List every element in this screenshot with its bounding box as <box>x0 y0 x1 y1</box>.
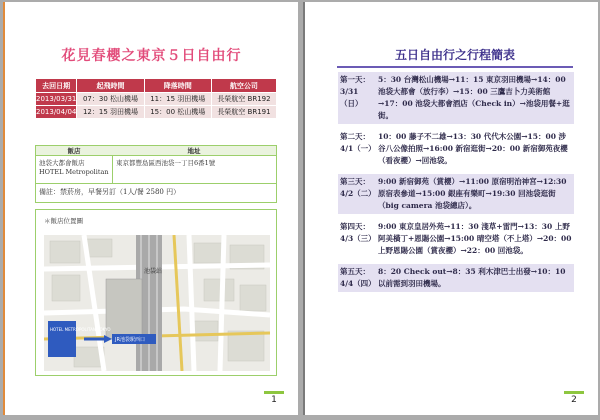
day-plan: 9:00 東京皇居外苑→11：30 淺草+雷門→13：30 上野阿美橫丁+恩賜公園→15:00 晴空塔（不上塔）→20：00 上野恩賜公園（賞夜櫻）→22：00 回池袋。 <box>378 222 572 255</box>
map-marker-label: JR池袋駅西口 <box>115 337 145 343</box>
map-station-label: 池袋站 <box>144 268 163 275</box>
hotel-row <box>36 156 276 184</box>
page-one <box>3 2 298 415</box>
map-title: ＊飯店位置圖 <box>44 217 83 225</box>
flight-depart: 12：15 羽田機場 <box>77 106 144 119</box>
page-title: 花見春櫻之東京５日自由行 <box>61 48 242 64</box>
itinerary-table <box>338 72 574 297</box>
col-date-header: 去回日期 <box>36 79 77 93</box>
day-plan: 10：00 藤子不二雄→13：30 代代木公園→15：00 涉谷八公像拍照→16:00 新宿逛街→20：00 新宿御苑夜櫻（看夜櫻）→回池袋。 <box>378 132 568 165</box>
day-plan: 8：20 Check out→8：35 利木津巴士出發→10：10 以前需到羽田機場。 <box>378 267 566 288</box>
flight-airline: 長榮航空 BR191 <box>211 106 276 119</box>
flight-date: 2013/03/31 <box>36 93 77 106</box>
flight-row <box>36 93 277 106</box>
flight-arrive: 11：15 羽田機場 <box>144 93 211 106</box>
itinerary-title: 五日自由行之行程簡表 <box>337 46 573 68</box>
flight-table <box>35 78 277 119</box>
page-number: 2 <box>564 395 584 405</box>
hotel-address-header: 地址 <box>187 147 201 155</box>
col-airline-header: 航空公司 <box>211 79 276 93</box>
col-arrive-header: 降落時間 <box>144 79 211 93</box>
flight-date: 2013/04/04 <box>36 106 77 119</box>
flight-row <box>36 106 277 119</box>
flight-airline: 長榮航空 BR192 <box>211 93 276 106</box>
flight-arrive: 15：00 松山機場 <box>144 106 211 119</box>
day-plan: 9:00 新宿御苑（賞櫻）→11:00 原宿明治神宮→12:30 原宿表參道→15:00 銀座有樂町→19:30 回池袋逛街（big camera 池袋總店）。 <box>378 177 567 210</box>
day-label: 第一天：3/31（日） <box>340 75 370 108</box>
hotel-table-header <box>36 146 276 156</box>
itinerary-day <box>338 264 574 292</box>
hotel-location-map <box>44 235 270 371</box>
col-depart-header: 起飛時間 <box>77 79 144 93</box>
itinerary-day <box>338 129 574 169</box>
hotel-address: 東京都豐島區西池袋一丁目6番1號 <box>112 156 276 183</box>
flight-table-header <box>36 79 277 93</box>
day-label: 第三天：4/2（二） <box>340 177 376 198</box>
hotel-table <box>35 145 277 203</box>
page-two <box>303 2 598 415</box>
itinerary-day <box>338 219 574 259</box>
itinerary-day <box>338 72 574 124</box>
itinerary-day <box>338 174 574 214</box>
hotel-note: 備註：禁菸房，早餐另訂（1人/餐 2580 円） <box>39 188 181 196</box>
flight-depart: 07：30 松山機場 <box>77 93 144 106</box>
page-number: 1 <box>264 395 284 405</box>
map-graphic <box>44 235 270 371</box>
map-section <box>35 209 277 376</box>
hotel-name-header: 飯店 <box>67 147 81 155</box>
day-label: 第五天：4/4（四） <box>340 267 376 288</box>
hotel-name: 池袋大都會飯店 HOTEL Metropolitan <box>39 159 109 176</box>
day-plan: 5：30 台灣松山機場→11：15 東京羽田機場→14：00 池袋大都會（放行李）→15：00 三鷹吉卜力美術館→17：00 池袋大都會酒店（Check in）→池袋用餐+逛街。 <box>378 75 570 120</box>
day-label: 第二天：4/1（一） <box>340 132 376 153</box>
map-hotel-label: HOTEL METROPOLITAN TOKYO <box>50 327 111 332</box>
day-label: 第四天：4/3（三） <box>340 222 376 243</box>
